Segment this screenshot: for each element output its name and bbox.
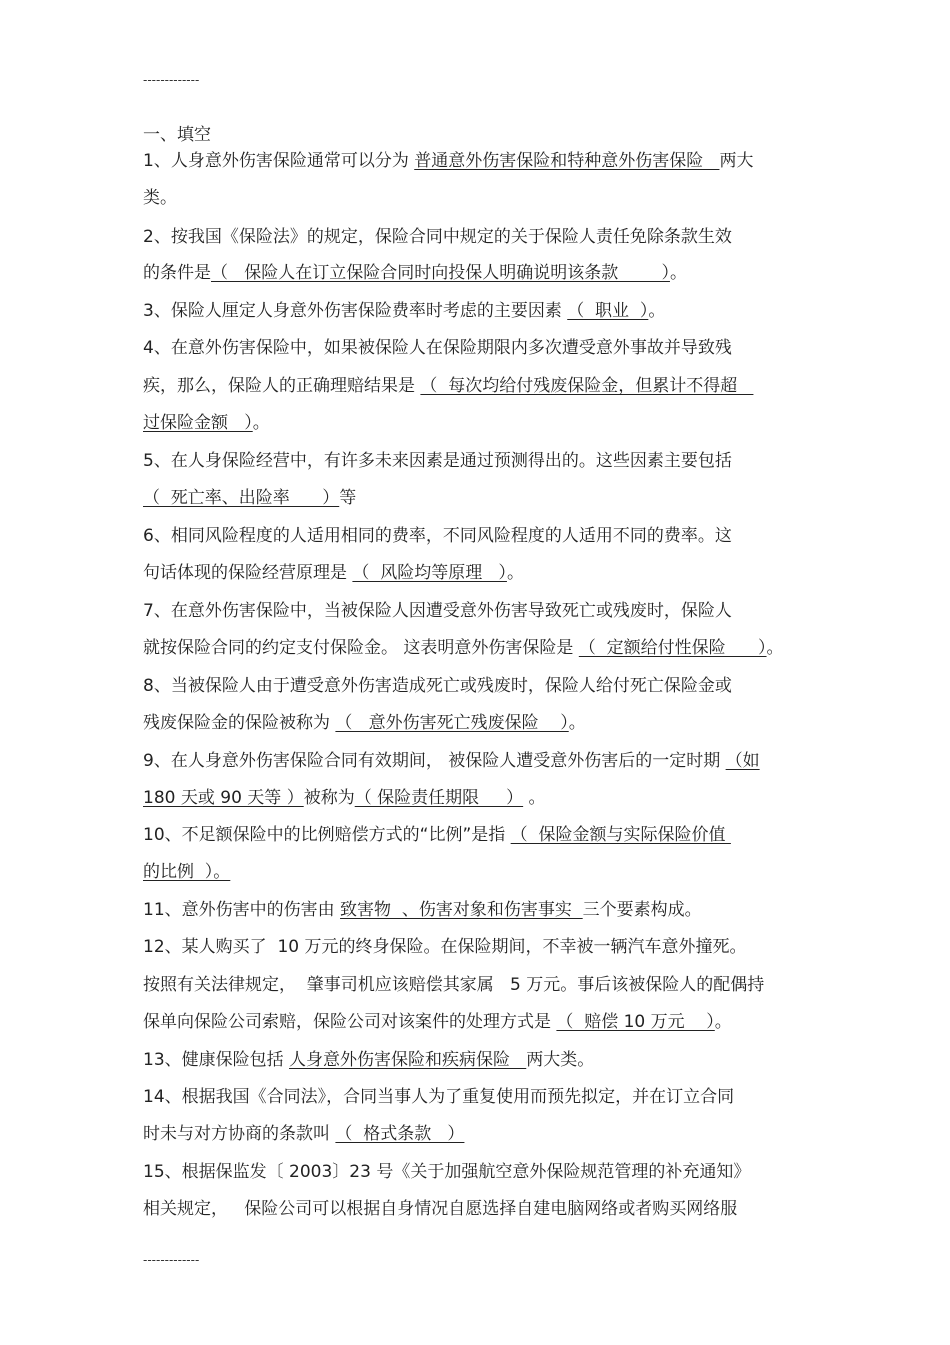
text: 等 [339,488,357,508]
text: 两大 [719,151,754,171]
answer-blank: 普通意外伤害保险和特种意外伤害保险 [414,151,720,171]
question-10-line-2 [143,862,230,882]
question-10-line-1 [143,825,731,845]
answer-blank: 过保险金额 ） [143,413,253,433]
answer-blank: （ 保险责任期限 ） [354,788,524,808]
text: 11、意外伤害中的伤害由 [143,900,341,920]
question-7-line-2 [143,638,784,658]
answer-blank: （ 赔偿 10 万元 ） [556,1012,715,1032]
question-9-line-2 [143,788,546,808]
answer-blank: （ 保险人在订立保险合同时向投保人明确说明该条款 ） [211,263,670,283]
question-14-line-2 [143,1124,464,1144]
text: 句话体现的保险经营原理是 [143,563,353,583]
question-8-line-1: 8、当被保险人由于遭受意外伤害造成死亡或残废时，保险人给付死亡保险金或 [143,676,732,696]
answer-blank: （ 风险均等原理 ） [352,563,507,583]
question-12-line-1: 12、某人购买了 10 万元的终身保险。在保险期间，不幸被一辆汽车意外撞死。 [143,937,747,957]
question-3 [143,301,665,321]
answer-blank: （ 每次均给付残废保险金，但累计不得超 [420,376,754,396]
text: 。 [648,301,666,321]
text: 3、保险人厘定人身意外伤害保险费率时考虑的主要因素 [143,301,568,321]
text: 残废保险金的保险被称为 [143,713,336,733]
text: 保单向保险公司索赔，保险公司对该案件的处理方式是 [143,1012,557,1032]
answer-blank: （ 死亡率、出险率 ） [143,488,340,508]
text: 的条件是 [143,263,211,283]
question-1-line-1 [143,151,753,171]
text: 疾，那么，保险人的正确理赔结果是 [143,376,421,396]
answer-blank: （ 职业 ） [567,301,649,321]
question-14-line-1: 14、根据我国《合同法》，合同当事人为了重复使用而预先拟定，并在订立合同 [143,1087,735,1107]
answer-blank: （如 [725,751,760,771]
question-11 [143,900,702,920]
header-dashed-rule: ------------- [143,73,200,87]
question-15-line-2: 相关规定， 保险公司可以根据自身情况自愿选择自建电脑网络或者购买网络服 [143,1199,738,1219]
question-4-line-2 [143,376,753,396]
text: 10、不足额保险中的比例赔偿方式的“比例”是指 [143,825,511,845]
answer-blank: 人身意外伤害保险和疾病保险 [289,1050,527,1070]
text: 。 [252,413,270,433]
answer-blank: （ 格式条款 ） [335,1124,465,1144]
text: 。 [669,263,687,283]
question-13 [143,1050,594,1070]
text: 。 [523,788,546,808]
answer-blank: （ 意外伤害死亡残废保险 ） [335,713,569,733]
question-12-line-2: 按照有关法律规定， 肇事司机应该赔偿其家属 5 万元。事后该被保险人的配偶持 [143,975,765,995]
text: 1、人身意外伤害保险通常可以分为 [143,151,415,171]
answer-blank: 180 天或 90 天等 ） [143,788,304,808]
text: 三个要素构成。 [582,900,702,920]
question-5-line-1: 5、在人身保险经营中，有许多未来因素是通过预测得出的。这些因素主要包括 [143,451,732,471]
text: 9、在人身意外伤害保险合同有效期间， 被保险人遭受意外伤害后的一定时期 [143,751,726,771]
text: 13、健康保险包括 [143,1050,290,1070]
answer-blank: 致害物 、伤害对象和伤害事实 [340,900,583,920]
answer-blank: （ 保险金额与实际保险价值 [510,825,731,845]
question-2-line-1: 2、按我国《保险法》的规定，保险合同中规定的关于保险人责任免除条款生效 [143,227,732,247]
text: 就按保险合同的约定支付保险金。 这表明意外伤害保险是 [143,638,579,658]
question-6-line-2 [143,563,524,583]
question-12-line-3 [143,1012,732,1032]
section-title: 一、填空 [143,125,211,145]
question-6-line-1: 6、相同风险程度的人适用相同的费率，不同风险程度的人适用不同的费率。这 [143,526,732,546]
question-7-line-1: 7、在意外伤害保险中，当被保险人因遭受意外伤害导致死亡或残废时，保险人 [143,601,732,621]
footer-dashed-rule: ------------- [143,1253,200,1267]
question-1-line-2: 类。 [143,188,177,208]
text: 。 [506,563,524,583]
question-9-line-1 [143,751,760,771]
text: 被称为 [303,788,355,808]
answer-blank: 的比例 ）。 [143,862,231,882]
text: 。 [714,1012,732,1032]
answer-blank: （ 定额给付性保险 ） [578,638,767,658]
text: 时未与对方协商的条款叫 [143,1124,336,1144]
question-2-line-2 [143,263,687,283]
question-8-line-2 [143,713,586,733]
text: 。 [568,713,586,733]
question-4-line-1: 4、在意外伤害保险中，如果被保险人在保险期限内多次遭受意外事故并导致残 [143,338,732,358]
question-15-line-1: 15、根据保监发〔 2003〕23 号《关于加强航空意外保险规范管理的补充通知》 [143,1162,751,1182]
question-4-line-3 [143,413,270,433]
text: 。 [766,638,784,658]
text: 两大类。 [526,1050,595,1070]
question-5-line-2 [143,488,356,508]
